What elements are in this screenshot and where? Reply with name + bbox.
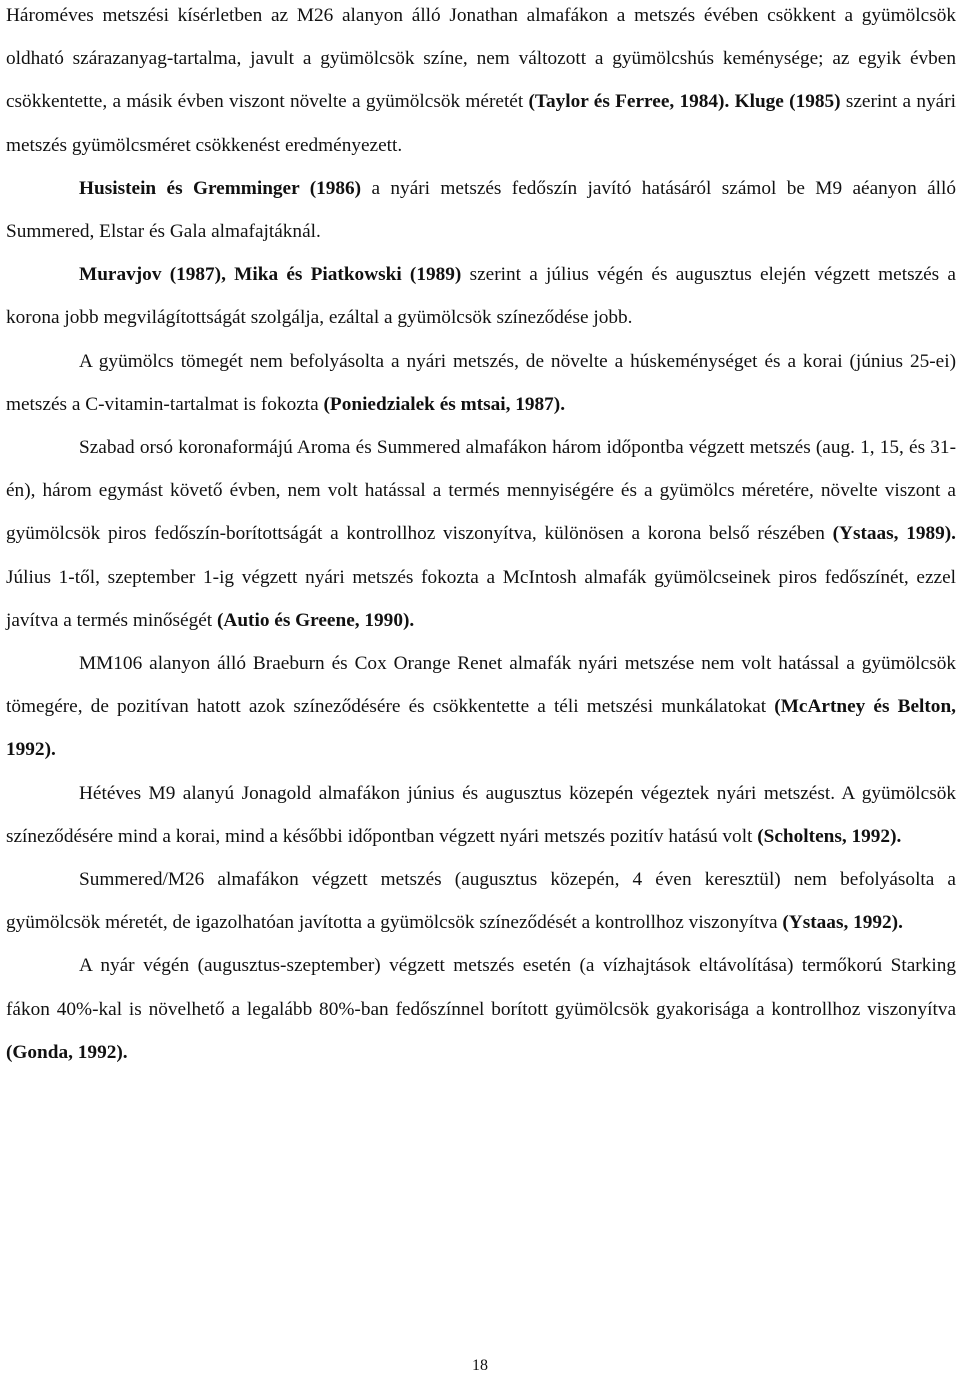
citation: (Taylor és Ferree, 1984). — [528, 91, 730, 113]
paragraph — [6, 167, 956, 253]
paragraph-text: szerint a július végén és augusztus elején végzett metszés a korona jobb megvilágítottságát szolgálja, ezáltal a gyümölcsök színeződése jobb. — [6, 264, 956, 329]
paragraph — [6, 253, 956, 339]
paragraph — [6, 772, 956, 858]
page-number: 18 — [472, 1357, 488, 1374]
citation: (Scholtens, 1992). — [757, 825, 902, 847]
paragraph-text: a nyári metszés fedőszín javító hatásáról számol be M9 aéanyon álló Summered, Elstar és Gala almafajtáknál. — [6, 177, 956, 243]
body-text — [6, 0, 956, 1074]
paragraph — [6, 858, 956, 944]
citation: (Gonda, 1992). — [6, 1041, 128, 1063]
paragraph-text: MM106 alanyon álló Braeburn és Cox Orange Renet almafák nyári metszése nem volt hatással a gyümölcsök tömegére, de pozitívan hatott azok színeződésére és csökkentette a téli metszési munkálatokat — [6, 653, 956, 718]
citation: (Poniedzialek és mtsai, 1987). — [323, 393, 566, 415]
citation: (Ystaas, 1992). — [782, 912, 903, 934]
citation: (Ystaas, 1989). — [832, 523, 956, 545]
paragraph-text: A nyár végén (augusztus-szeptember) végzett metszés esetén (a vízhajtások eltávolítása) termőkorú Starking fákon 40%-kal is növelhető a legalább 80%-ban fedőszínnel borított gyümölcsök gyakorisága a kontrollhoz viszonyítva — [6, 955, 956, 1020]
paragraph-text: Július 1-től, szeptember 1-ig végzett nyári metszés fokozta a McIntosh almafák gyümölcseinek piros fedőszínét, ezzel javítva a termés minőségét — [6, 566, 956, 631]
paragraph — [6, 944, 956, 1074]
citation: (McArtney és Belton, 1992). — [6, 696, 956, 761]
paragraph-text: Szabad orsó koronaformájú Aroma és Summered almafákon három időpontba végzett metszés (aug. 1, 15, és 31-én), három egymást követő évben, nem volt hatással a termés mennyiségére és a gyümölcs méretére, növelte viszont a gyümölcsök piros fedőszín-borítottságát a kontrollhoz viszonyítva, különösen a korona belső részében — [6, 437, 956, 545]
paragraph — [6, 642, 956, 772]
citation: Kluge (1985) — [734, 91, 841, 113]
paragraph-text: Summered/M26 almafákon végzett metszés (augusztus közepén, 4 éven keresztül) nem befolyásolta a gyümölcsök méretét, de igazolhatóan javította a gyümölcsök színeződését a kontrollhoz viszonyítva — [6, 869, 956, 934]
paragraph-text: A gyümölcs tömegét nem befolyásolta a nyári metszés, de növelte a húskeménységet és a korai (június 25-ei) metszés a C-vitamin-tartalmat is fokozta — [6, 350, 956, 415]
paragraph-text: szerint a nyári metszés gyümölcsméret csökkenést eredményezett. — [6, 91, 956, 156]
paragraph-text: Hároméves metszési kísérletben az M26 alanyon álló Jonathan almafákon a metszés évében csökkent a gyümölcsök oldható szárazanyag-tartalma, javult a gyümölcsök színe, nem változott a gyümölcshús keménysége; az egyik évben csökkentette, a másik évben viszont növelte a gyümölcsök méretét — [6, 5, 956, 113]
citation: Muravjov (1987), Mika és Piatkowski (1989) — [79, 264, 462, 286]
paragraph — [6, 340, 956, 426]
paragraph — [6, 426, 956, 642]
paragraph-text: Hétéves M9 alanyú Jonagold almafákon június és augusztus közepén végeztek nyári metszést. A gyümölcsök színeződésére mind a korai, mind a későbbi időpontban végzett nyári metszés pozitív hatású volt — [6, 782, 956, 847]
citation: (Autio és Greene, 1990). — [216, 609, 415, 631]
paragraph — [6, 0, 956, 167]
citation: Husistein és Gremminger (1986) — [79, 177, 362, 199]
